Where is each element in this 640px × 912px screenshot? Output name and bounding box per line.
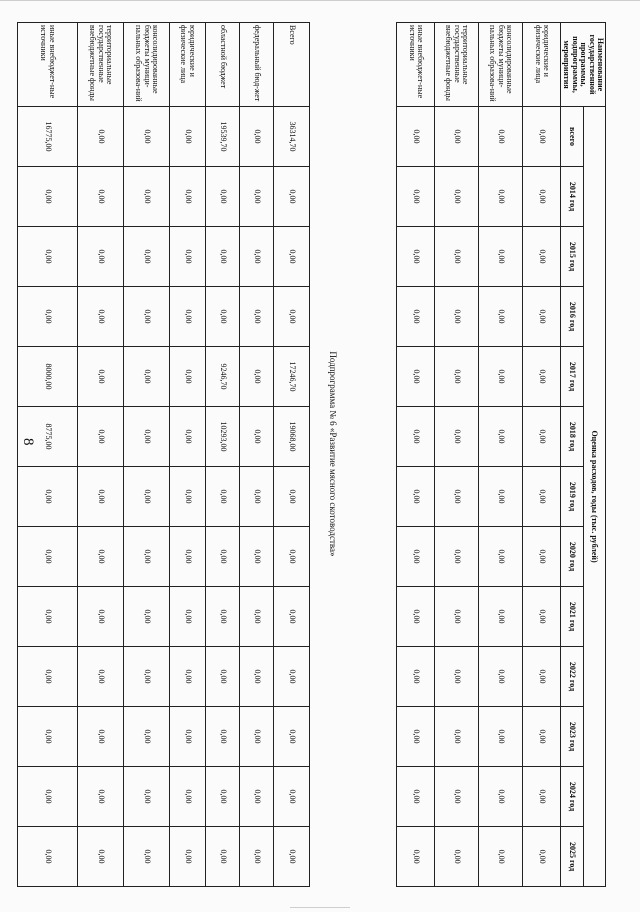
column-header: всего [561, 107, 583, 167]
value-cell: 0,00 [523, 707, 561, 767]
value-cell: 0,00 [274, 827, 310, 887]
value-cell: 0,00 [124, 467, 170, 527]
row-label: иные внебюджет-ные источники [397, 23, 435, 107]
header-years-row [561, 23, 583, 887]
column-header: 2014 год [561, 167, 583, 227]
table-row [170, 23, 206, 887]
table-row [435, 23, 479, 887]
value-cell: 0,00 [206, 827, 240, 887]
value-cell: 0,00 [435, 227, 479, 287]
value-cell: 0,00 [124, 407, 170, 467]
value-cell: 0,00 [274, 647, 310, 707]
value-cell: 19539,70 [206, 107, 240, 167]
value-cell: 0,00 [274, 707, 310, 767]
column-header: 2022 год [561, 647, 583, 707]
value-cell: 0,00 [18, 707, 78, 767]
value-cell: 0,00 [397, 227, 435, 287]
table-row [523, 23, 561, 887]
value-cell: 0,00 [274, 167, 310, 227]
value-cell: 0,00 [170, 287, 206, 347]
header-row [583, 23, 605, 887]
row-label: территориальные государственные внебюджетные фонды [78, 23, 124, 107]
value-cell: 0,00 [18, 587, 78, 647]
value-cell: 0,00 [124, 587, 170, 647]
column-header: 2020 год [561, 527, 583, 587]
value-cell: 0,00 [274, 467, 310, 527]
value-cell: 0,00 [206, 707, 240, 767]
value-cell: 0,00 [397, 587, 435, 647]
value-cell: 0,00 [479, 767, 523, 827]
value-cell: 0,00 [523, 347, 561, 407]
table-row [479, 23, 523, 887]
value-cell: 0,00 [78, 227, 124, 287]
value-cell: 0,00 [78, 107, 124, 167]
value-cell: 0,00 [397, 767, 435, 827]
value-cell: 0,00 [206, 767, 240, 827]
value-cell: 0,00 [18, 467, 78, 527]
column-header: 2016 год [561, 287, 583, 347]
table-row [240, 23, 274, 887]
value-cell: 0,00 [78, 167, 124, 227]
value-cell: 0,00 [124, 227, 170, 287]
value-cell: 0,00 [435, 467, 479, 527]
value-cell: 0,00 [124, 107, 170, 167]
row-label: консолидированные бюджеты муници-пальных образова-ний [124, 23, 170, 107]
value-cell: 0,00 [397, 647, 435, 707]
value-cell: 9246,70 [206, 347, 240, 407]
value-cell: 0,00 [124, 827, 170, 887]
value-cell: 0,00 [240, 527, 274, 587]
expenses-table-1 [396, 22, 606, 887]
value-cell: 0,00 [18, 827, 78, 887]
value-cell: 0,00 [78, 527, 124, 587]
value-cell: 0,00 [479, 527, 523, 587]
row-label: Всего [274, 23, 310, 107]
value-cell: 0,00 [240, 347, 274, 407]
value-cell: 0,00 [523, 587, 561, 647]
value-cell: 0,00 [523, 227, 561, 287]
value-cell: 0,00 [397, 827, 435, 887]
value-cell: 0,00 [523, 107, 561, 167]
value-cell: 0,00 [206, 287, 240, 347]
value-cell: 0,00 [240, 227, 274, 287]
value-cell: 16775,00 [18, 107, 78, 167]
table-row [124, 23, 170, 887]
value-cell: 0,00 [240, 107, 274, 167]
value-cell: 0,00 [274, 527, 310, 587]
value-cell: 0,00 [170, 107, 206, 167]
value-cell: 0,00 [78, 767, 124, 827]
value-cell: 0,00 [124, 527, 170, 587]
value-cell: 0,00 [240, 827, 274, 887]
value-cell: 0,00 [435, 107, 479, 167]
row-label: юридические и физические лица [170, 23, 206, 107]
value-cell: 0,00 [124, 287, 170, 347]
column-header: 2018 год [561, 407, 583, 467]
value-cell: 0,00 [479, 287, 523, 347]
value-cell: 0,00 [523, 167, 561, 227]
value-cell: 0,00 [397, 167, 435, 227]
value-cell: 0,00 [397, 407, 435, 467]
value-cell: 0,00 [397, 107, 435, 167]
subprogram-title: Подпрограмма № 6 «Развитие мясного скотоводства» [328, 351, 338, 557]
value-cell: 0,00 [240, 587, 274, 647]
value-cell: 0,00 [240, 167, 274, 227]
value-cell: 0,00 [240, 767, 274, 827]
value-cell: 0,00 [523, 287, 561, 347]
header-name: Наименование государственной программы, подпрограммы, мероприятия [561, 23, 606, 107]
value-cell: 0,00 [170, 167, 206, 227]
value-cell: 0,00 [170, 347, 206, 407]
value-cell: 0,00 [435, 767, 479, 827]
table-row [78, 23, 124, 887]
value-cell: 0,00 [479, 647, 523, 707]
table-row [206, 23, 240, 887]
value-cell: 0,00 [479, 347, 523, 407]
value-cell: 0,00 [124, 767, 170, 827]
expenses-table-2 [17, 22, 310, 887]
value-cell: 0,00 [435, 347, 479, 407]
column-header: 2025 год [561, 827, 583, 887]
value-cell: 0,00 [435, 707, 479, 767]
value-cell: 0,00 [170, 707, 206, 767]
value-cell: 0,00 [435, 647, 479, 707]
value-cell: 0,00 [523, 827, 561, 887]
column-header: 2017 год [561, 347, 583, 407]
value-cell: 0,00 [78, 647, 124, 707]
value-cell: 0,00 [124, 707, 170, 767]
row-label: иные внебюджет-ные источники [18, 23, 78, 107]
value-cell: 0,00 [479, 407, 523, 467]
value-cell: 0,00 [523, 467, 561, 527]
value-cell: 0,00 [206, 587, 240, 647]
value-cell: 0,00 [18, 527, 78, 587]
value-cell: 0,00 [206, 527, 240, 587]
value-cell: 0,00 [523, 407, 561, 467]
value-cell: 0,00 [18, 287, 78, 347]
value-cell: 0,00 [240, 287, 274, 347]
value-cell: 0,00 [18, 167, 78, 227]
value-cell: 0,00 [479, 587, 523, 647]
value-cell: 0,00 [78, 407, 124, 467]
value-cell: 19068,00 [274, 407, 310, 467]
value-cell: 0,00 [78, 827, 124, 887]
value-cell: 0,00 [435, 527, 479, 587]
value-cell: 0,00 [78, 287, 124, 347]
value-cell: 0,00 [397, 467, 435, 527]
column-header: 2021 год [561, 587, 583, 647]
value-cell: 17246,70 [274, 347, 310, 407]
value-cell: 0,00 [479, 227, 523, 287]
value-cell: 0,00 [170, 467, 206, 527]
value-cell: 0,00 [479, 467, 523, 527]
value-cell: 0,00 [479, 707, 523, 767]
value-cell: 0,00 [18, 227, 78, 287]
table-row [397, 23, 435, 887]
value-cell: 0,00 [18, 647, 78, 707]
value-cell: 0,00 [479, 167, 523, 227]
value-cell: 0,00 [18, 767, 78, 827]
value-cell: 0,00 [435, 167, 479, 227]
value-cell: 0,00 [124, 167, 170, 227]
value-cell: 0,00 [435, 827, 479, 887]
row-label: юридические и физические лица [523, 23, 561, 107]
value-cell: 0,00 [240, 407, 274, 467]
value-cell: 0,00 [240, 647, 274, 707]
value-cell: 0,00 [170, 527, 206, 587]
value-cell: 0,00 [78, 467, 124, 527]
value-cell: 0,00 [397, 707, 435, 767]
column-header: 2015 год [561, 227, 583, 287]
row-label: территориальные государственные внебюджетные фонды [435, 23, 479, 107]
value-cell: 0,00 [523, 527, 561, 587]
page-number: 8 [20, 438, 36, 446]
row-label: областной бюджет [206, 23, 240, 107]
value-cell: 0,00 [170, 647, 206, 707]
value-cell: 0,00 [78, 347, 124, 407]
value-cell: 0,00 [523, 647, 561, 707]
value-cell: 0,00 [206, 227, 240, 287]
value-cell: 0,00 [78, 587, 124, 647]
value-cell: 0,00 [397, 347, 435, 407]
value-cell: 0,00 [397, 287, 435, 347]
value-cell: 0,00 [435, 407, 479, 467]
table-row [18, 23, 78, 887]
value-cell: 8775,00 [18, 407, 78, 467]
value-cell: 0,00 [397, 527, 435, 587]
value-cell: 0,00 [479, 107, 523, 167]
row-label: консолидированные бюджеты муници-пальных образова-ний [479, 23, 523, 107]
value-cell: 0,00 [479, 827, 523, 887]
value-cell: 0,00 [78, 707, 124, 767]
value-cell: 8000,00 [18, 347, 78, 407]
value-cell: 0,00 [523, 767, 561, 827]
value-cell: 0,00 [170, 587, 206, 647]
table-row [274, 23, 310, 887]
column-header: 2019 год [561, 467, 583, 527]
value-cell: 0,00 [170, 827, 206, 887]
value-cell: 0,00 [274, 287, 310, 347]
value-cell: 0,00 [170, 407, 206, 467]
value-cell: 0,00 [206, 467, 240, 527]
value-cell: 0,00 [206, 167, 240, 227]
value-cell: 0,00 [170, 767, 206, 827]
value-cell: 0,00 [206, 647, 240, 707]
value-cell: 0,00 [435, 287, 479, 347]
column-header: 2024 год [561, 767, 583, 827]
value-cell: 0,00 [240, 467, 274, 527]
value-cell: 0,00 [124, 647, 170, 707]
row-label: федеральный бюд-жет [240, 23, 274, 107]
value-cell: 10293,00 [206, 407, 240, 467]
value-cell: 0,00 [240, 707, 274, 767]
value-cell: 0,00 [435, 587, 479, 647]
value-cell: 0,00 [124, 347, 170, 407]
value-cell: 0,00 [274, 767, 310, 827]
value-cell: 0,00 [274, 227, 310, 287]
column-header: 2023 год [561, 707, 583, 767]
value-cell: 36314,70 [274, 107, 310, 167]
value-cell: 0,00 [170, 227, 206, 287]
header-group: Оценка расходов, годы (тыс. рублей) [583, 107, 605, 887]
value-cell: 0,00 [274, 587, 310, 647]
